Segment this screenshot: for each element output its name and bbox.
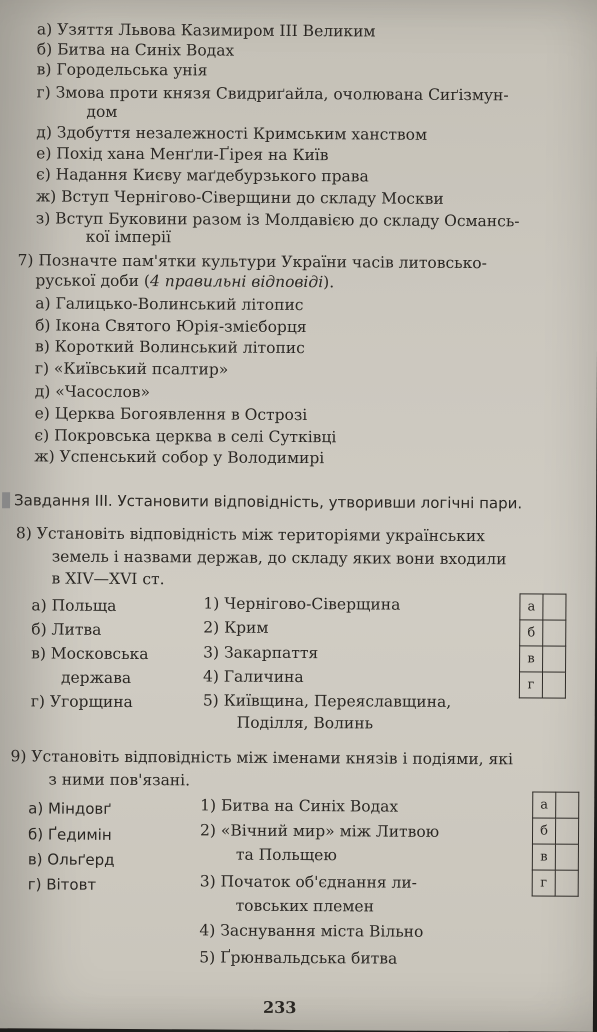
task7-question: 7) Позначте пам'ятки культури України часів литовсько- bbox=[17, 251, 487, 273]
task9-answer-grid bbox=[532, 791, 580, 896]
task9-left-item: г) Вітовт bbox=[27, 875, 97, 894]
task9-right-item: 5) Ґрюнвальдська битва bbox=[199, 948, 398, 968]
task9-left-item: в) Ольґерд bbox=[27, 850, 115, 869]
answer-cell[interactable] bbox=[543, 620, 566, 646]
answer-cell[interactable] bbox=[555, 844, 578, 870]
task9-right-item: 4) Заснування міста Вільно bbox=[199, 921, 424, 941]
task6-item: е) Похід хана Менґли-Ґірея на Київ bbox=[36, 144, 329, 165]
task7-option: в) Короткий Волинський літопис bbox=[34, 337, 305, 358]
task8-right-item: 5) Київщина, Переяславщина, bbox=[202, 691, 452, 711]
task8-left-item: в) Московська bbox=[31, 644, 149, 664]
task7-text: руської доби ( bbox=[35, 271, 151, 291]
grid-label: в bbox=[520, 646, 543, 672]
task8-right-item: 3) Закарпаття bbox=[203, 643, 319, 663]
task7-option: г) «Київський псалтир» bbox=[34, 359, 229, 379]
task7-option: ж) Успенський собор у Володимирі bbox=[34, 447, 325, 468]
task8-right-item: 4) Галичина bbox=[202, 667, 304, 687]
grid-label: б bbox=[532, 818, 555, 844]
task9-right-item-cont: та Польщею bbox=[235, 845, 337, 865]
task9-question-cont: з ними пов'язані. bbox=[48, 770, 191, 790]
task8-question: 8) Установіть відповідність між територіями українських bbox=[15, 524, 485, 546]
task6-item: а) Узяття Львова Казимиром III Великим bbox=[36, 20, 376, 41]
task6-item: б) Битва на Синіх Водах bbox=[36, 40, 235, 60]
task9-right-item-cont: товських племен bbox=[235, 896, 375, 916]
task9-right-item: 1) Битва на Синіх Водах bbox=[200, 796, 399, 816]
task7-option: є) Покровська церква в селі Сутківці bbox=[34, 426, 337, 447]
task7-text: ). bbox=[323, 273, 335, 292]
task9-left-item: б) Ґедимін bbox=[27, 825, 112, 844]
task6-item: є) Надання Києву маґдебурзького права bbox=[36, 165, 369, 186]
task6-item: з) Вступ Буковини разом із Молдавією до складу Османсь- bbox=[35, 209, 520, 231]
grid-label: в bbox=[532, 844, 555, 870]
task7-option: е) Церква Богоявлення в Острозі bbox=[34, 404, 308, 425]
grid-label: б bbox=[520, 620, 543, 646]
answer-cell[interactable] bbox=[543, 646, 566, 672]
answer-cell[interactable] bbox=[555, 818, 578, 844]
grid-label: г bbox=[519, 672, 542, 698]
task8-left-item: а) Польща bbox=[31, 596, 117, 615]
task9-left-item: а) Міндовґ bbox=[28, 799, 112, 818]
section-heading: Завдання ІІІ. Установити відповідність, утворивши логічні пари. bbox=[14, 491, 523, 513]
task8-left-item: г) Угорщина bbox=[30, 692, 133, 712]
task8-right-item-cont: Поділля, Волинь bbox=[236, 713, 374, 733]
page-number: 233 bbox=[262, 997, 297, 1018]
task6-item: в) Городельська унія bbox=[36, 60, 208, 80]
task8-left-item-cont: держава bbox=[60, 668, 132, 688]
task6-item: д) Здобуття незалежності Кримським ханством bbox=[36, 123, 428, 144]
task6-item: ж) Вступ Чернігово-Сіверщини до складу Москви bbox=[35, 187, 444, 208]
task7-question-cont bbox=[35, 271, 334, 291]
grid-label: г bbox=[532, 870, 555, 896]
task8-answer-grid bbox=[519, 593, 567, 698]
task6-item-cont: дом bbox=[86, 102, 118, 121]
task8-right-item: 2) Крим bbox=[203, 618, 269, 637]
task7-option: а) Галицько-Волинський літопис bbox=[35, 294, 304, 315]
answer-cell[interactable] bbox=[542, 672, 565, 698]
task8-question-cont: земель і назвами держав, до складу яких вони входили bbox=[51, 547, 507, 569]
answer-cell[interactable] bbox=[555, 870, 578, 896]
task7-hint: 4 правильні відповіді bbox=[149, 272, 324, 292]
grid-label: а bbox=[520, 594, 543, 620]
answer-cell[interactable] bbox=[556, 792, 579, 818]
section-marker bbox=[2, 492, 10, 508]
task9-right-item: 3) Початок об'єднання ли- bbox=[199, 872, 417, 892]
task9-question: 9) Установіть відповідність між іменами князів і подіями, які bbox=[10, 747, 514, 769]
answer-cell[interactable] bbox=[543, 594, 566, 620]
task6-item-cont: кої імперії bbox=[85, 227, 171, 247]
task8-left-item: б) Литва bbox=[31, 620, 102, 639]
task7-option: б) Ікона Святого Юрія-змієборця bbox=[35, 316, 307, 337]
task9-right-item: 2) «Вічний мир» між Литвою bbox=[199, 821, 440, 841]
grid-label: а bbox=[533, 792, 556, 818]
task8-right-item: 1) Чернігово-Сіверщина bbox=[203, 594, 401, 614]
task7-option: д) «Часослов» bbox=[34, 382, 151, 402]
task8-question-cont: в XIV—XVI ст. bbox=[51, 569, 165, 589]
task6-item: г) Змова проти князя Свидриґайла, очолювана Сиґізмун- bbox=[36, 83, 509, 105]
